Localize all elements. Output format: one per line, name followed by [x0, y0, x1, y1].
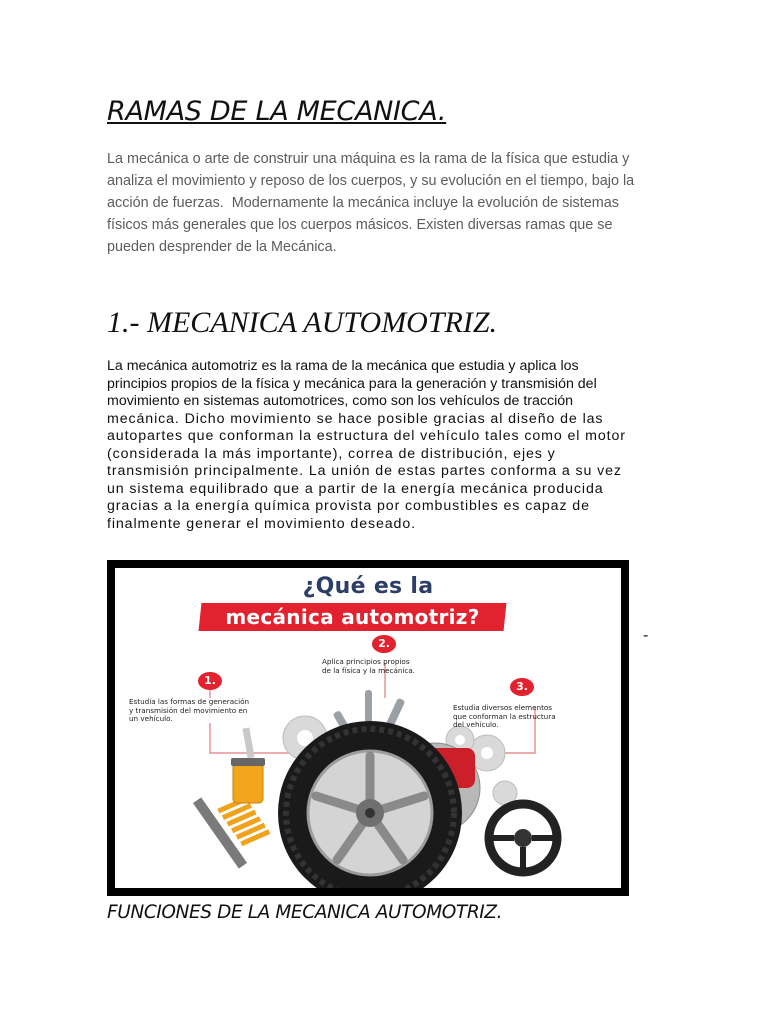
body-line: autopartes que conforman la estructura del vehículo tales como el motor [107, 428, 626, 444]
item-2-line: Aplica principios propios [322, 657, 410, 666]
intro-paragraph [107, 148, 667, 258]
item-3-line: del vehículo. [453, 720, 499, 730]
body-line: transmisión principalmente. La unión de estas partes conforma a su vez [107, 463, 622, 479]
heading-funciones: FUNCIONES DE LA MECANICA AUTOMOTRIZ. [107, 902, 503, 923]
intro-line: analiza el movimiento y reposo de los cuerpos, y su evolución en el tiempo, bajo la [107, 173, 635, 189]
infographic-banner: mecánica automotriz? [225, 605, 480, 629]
heading-ramas: RAMAS DE LA MECANICA. [107, 96, 447, 127]
body-line: principios propios de la física y mecánica para la generación y transmisión del [107, 375, 597, 392]
item-1-line: un vehículo. [129, 714, 173, 724]
heading-mecanica-automotriz: 1.- MECANICA AUTOMOTRIZ. [107, 306, 498, 339]
body-line: finalmente generar el movimiento deseado. [107, 515, 416, 532]
body-line: movimiento en sistemas automotrices, como son los vehículos de tracción [107, 393, 574, 409]
badge-2: 2. [372, 635, 396, 653]
item-3-line: Estudia diversos elementos [453, 703, 553, 712]
infographic-title: ¿Qué es la [302, 574, 434, 599]
infographic-item-3 [453, 704, 603, 730]
infographic-item-1 [129, 698, 299, 724]
body-line: un sistema equilibrado que a partir de la energía mecánica producida [107, 480, 604, 497]
automotriz-paragraph [107, 358, 627, 533]
intro-line: pueden desprender de la Mecánica. [107, 239, 337, 255]
badge-3: 3. [510, 678, 534, 696]
item-1-line: Estudia las formas de generación [129, 697, 250, 706]
badge-1: 1. [198, 672, 222, 690]
infographic-item-2 [322, 658, 472, 675]
item-2-line: de la física y la mecánica. [322, 665, 416, 675]
body-line: gracias a la energía química provista por combustibles es capaz de [107, 498, 590, 514]
intro-line: acción de fuerzas. Modernamente la mecánica incluye la evolución de sistemas [107, 195, 619, 211]
infographic-image [107, 560, 629, 896]
body-line: (considerada la más importante), correa de distribución, ejes y [107, 445, 556, 462]
intro-line: físicos más generales que los cuerpos másicos. Existen diversas ramas que se [107, 217, 613, 233]
item-3-line: que conforman la estructura [453, 711, 556, 721]
body-line: La mecánica automotriz es la rama de la mecánica que estudia y aplica los [107, 358, 579, 374]
infographic-canvas [115, 568, 621, 888]
stray-dash: - [643, 627, 649, 644]
intro-line: La mecánica o arte de construir una máquina es la rama de la física que estudia y [107, 151, 630, 167]
item-1-line: y transmisión del movimiento en [129, 705, 248, 715]
body-line: mecánica. Dicho movimiento se hace posible gracias al diseño de las [107, 410, 604, 427]
